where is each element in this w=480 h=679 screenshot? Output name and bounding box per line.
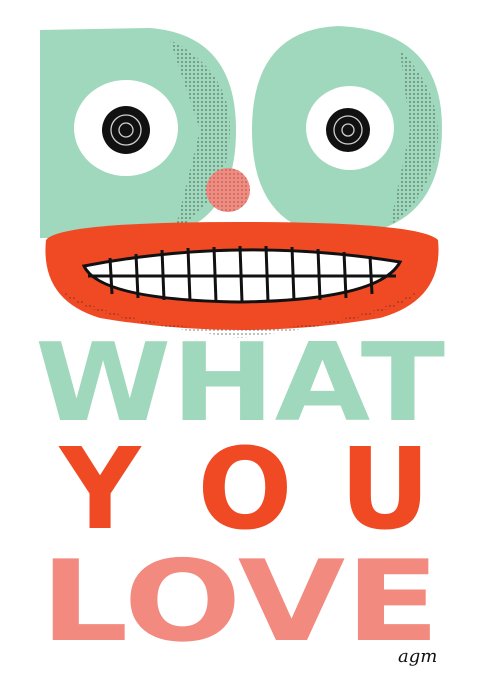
right-eye: [306, 86, 394, 170]
letter-o-you: O: [197, 425, 293, 555]
word-you: [57, 425, 430, 555]
left-eye: [74, 80, 178, 176]
letter-u: U: [339, 425, 431, 555]
signature: agm: [398, 646, 438, 667]
nose: [206, 168, 250, 212]
word-love: LOVE: [40, 537, 441, 667]
letter-y: Y: [59, 425, 141, 555]
word-what: WHAT: [35, 321, 446, 446]
